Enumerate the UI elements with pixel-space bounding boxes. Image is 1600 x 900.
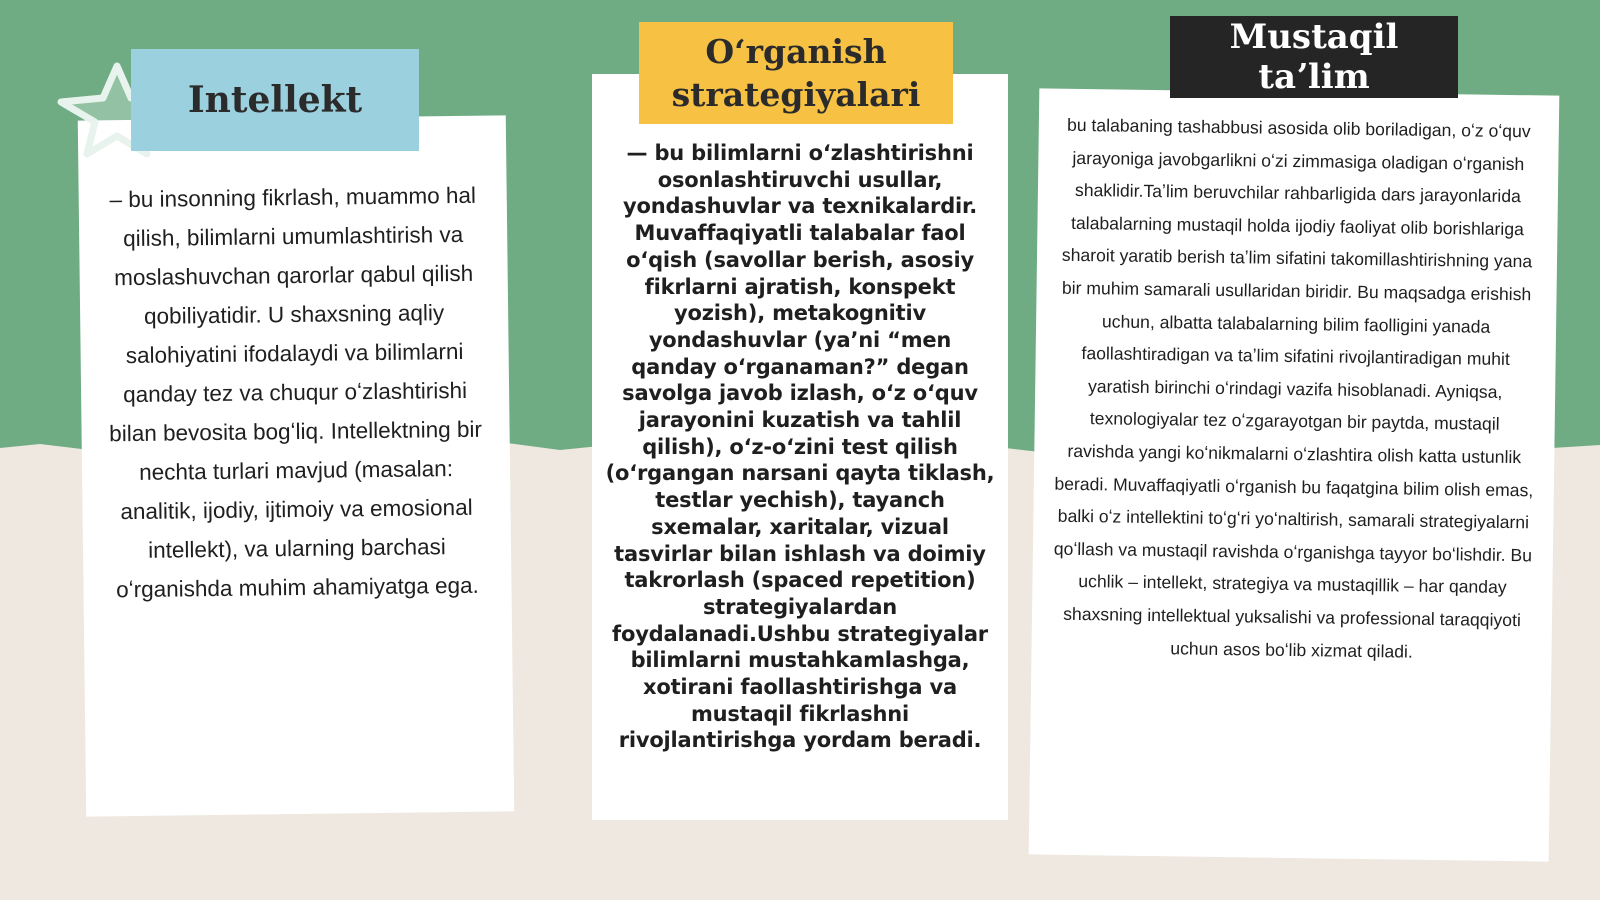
strategiyalar-title: Oʻrganish strategiyalari [639,22,953,124]
mustaqil-talim-text: bu talabaning tashabbusi asosida olib boriladigan, oʻz oʻquv jarayoniga javobgarlikni oʻzi zimmasiga oladigan oʻrganish shaklidir.Taʼlim beruvchilar rahbarligida dars jarayonlarida talabalarning mustaqil holda ijodiy faoliyat olib borishlariga sharoit yaratib berish taʼlim sifatini takomillashtirishning yana bir muhim samarali usullaridan biridir. Bu maqsadga erishish uchun, albatta talabalarning bilim faolligini yanada faollashtiradigan va taʼlim sifatini rivojlantiradigan muhit yaratish birinchi oʻrindagi vazifa hisoblanadi. Ayniqsa, texnologiyalar tez oʻzgarayotgan bir paytda, mustaqil ravishda yangi koʻnikmalarni oʻzlashtira olish katta ustunlik beradi. Muvaffaqiyatli oʻrganish bu faqatgina bilim olish emas, balki oʻz intellektini toʻgʻri yoʻnaltirish, samarali strategiyalarni qoʻllash va mustaqil ravishda oʻrganishga tayyor boʻlishdir. Bu uchlik – intellekt, strategiya va mustaqillik – har qanday shaxsning intellektual yuksalishi va professional taraqqiyoti uchun asos boʻlib xizmat qiladi. [1053,114,1534,662]
strategiyalar-card [592,74,1008,820]
intellekt-title: Intellekt [131,49,419,151]
mustaqil-talim-card [1029,88,1560,861]
intellekt-text: – bu insonning fikrlash, muammo hal qilish, bilimlarni umumlashtirish va moslashuvchan qarorlar qabul qilish qobiliyatidir. U shaxsning aqliy salohiyatini ifodalaydi va bilimlarni qanday tez va chuqur oʻzlashtirishi bilan bevosita bogʻliq. Intellektning bir nechta turlari mavjud (masalan: analitik, ijodiy, ijtimoiy va emosional intellekt), va ularning barchasi oʻrganishda muhim ahamiyatga ega. [109,182,483,603]
intellekt-card [78,115,514,816]
strategiyalar-text: — bu bilimlarni oʻzlashtirishni osonlashtiruvchi usullar, yondashuvlar va texnikalardir. Muvaffaqiyatli talabalar faol oʻqish (savollar berish, asosiy fikrlarni ajratish, konspekt yozish), metakognitiv yondashuvlar (yaʼni “men qanday oʻrganaman?” degan savolga javob izlash, oʻz oʻquv jarayonini kuzatish va tahlil qilish), oʻz-oʻzini test qilish (oʻrgangan narsani qayta tiklash, testlar yechish), tayanch sxemalar, xaritalar, vizual tasvirlar bilan ishlash va doimiy takrorlash (spaced repetition) strategiyalardan foydalanadi.Ushbu strategiyalar bilimlarni mustahkamlashga, xotirani faollashtirishga va mustaqil fikrlashni rivojlantirishga yordam beradi. [605,141,995,753]
mustaqil-talim-title: Mustaqil taʼlim [1170,16,1458,98]
